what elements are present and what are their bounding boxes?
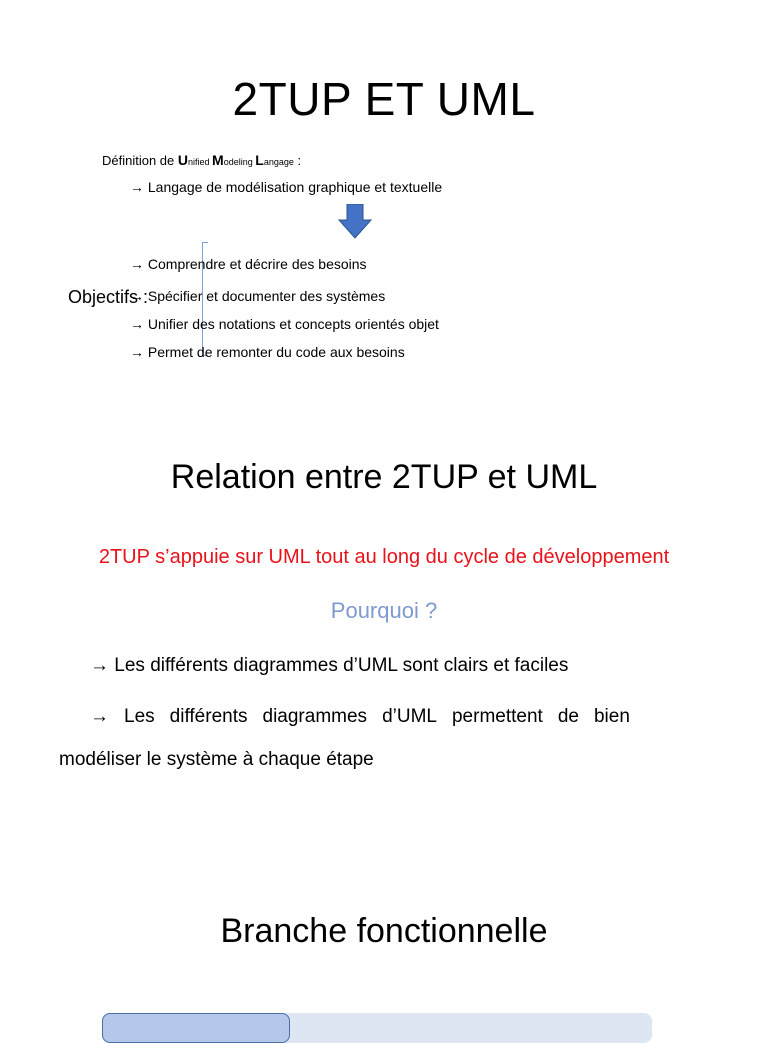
- reason-2-word: d’UML: [382, 706, 437, 727]
- diagram-block: [102, 1013, 290, 1043]
- definition-u: U: [177, 152, 189, 168]
- relation-title: Relation entre 2TUP et UML: [170, 458, 598, 496]
- reason-2-word: permettent: [451, 706, 543, 727]
- objectifs-label: Objectifs :: [68, 287, 149, 307]
- reason-2-word: diagrammes: [262, 706, 368, 727]
- definition-angage: angage: [263, 157, 294, 167]
- reason-2: [90, 706, 630, 728]
- objectif-item: → Comprendre et décrire des besoins: [130, 256, 367, 272]
- reason-2-word: Les: [124, 706, 155, 727]
- reason-2-continuation: modéliser le système à chaque étape: [59, 749, 374, 770]
- objectif-item: → Spécifier et documenter des systèmes: [130, 288, 386, 304]
- definition-odeling: odeling: [223, 157, 256, 167]
- page-title: 2TUP ET UML: [232, 73, 536, 125]
- arrow-down-icon: [337, 204, 373, 240]
- reason-1: → Les différents diagrammes d’UML sont clairs et faciles: [90, 655, 569, 676]
- objectif-item: → Permet de remonter du code aux besoins: [130, 344, 405, 360]
- definition-line: → Langage de modélisation graphique et textuelle: [130, 179, 443, 195]
- reason-2-word: de: [557, 706, 579, 727]
- definition-l: L: [255, 152, 264, 168]
- reason-2-word: bien: [593, 706, 630, 727]
- relation-statement: 2TUP s’appuie sur UML tout au long du cycle de développement: [98, 546, 670, 568]
- definition-nified: nified: [188, 157, 213, 167]
- uml-definition: [102, 152, 301, 168]
- branche-title: Branche fonctionnelle: [220, 912, 548, 950]
- objectif-item: → Unifier des notations et concepts orientés objet: [130, 316, 439, 332]
- definition-m: M: [212, 152, 224, 168]
- definition-prefix: Définition de: [102, 153, 178, 168]
- reason-2-word: →: [90, 706, 109, 727]
- definition-suffix: :: [293, 153, 302, 168]
- pourquoi-heading: Pourquoi ?: [330, 598, 438, 623]
- reason-2-word: différents: [169, 706, 248, 727]
